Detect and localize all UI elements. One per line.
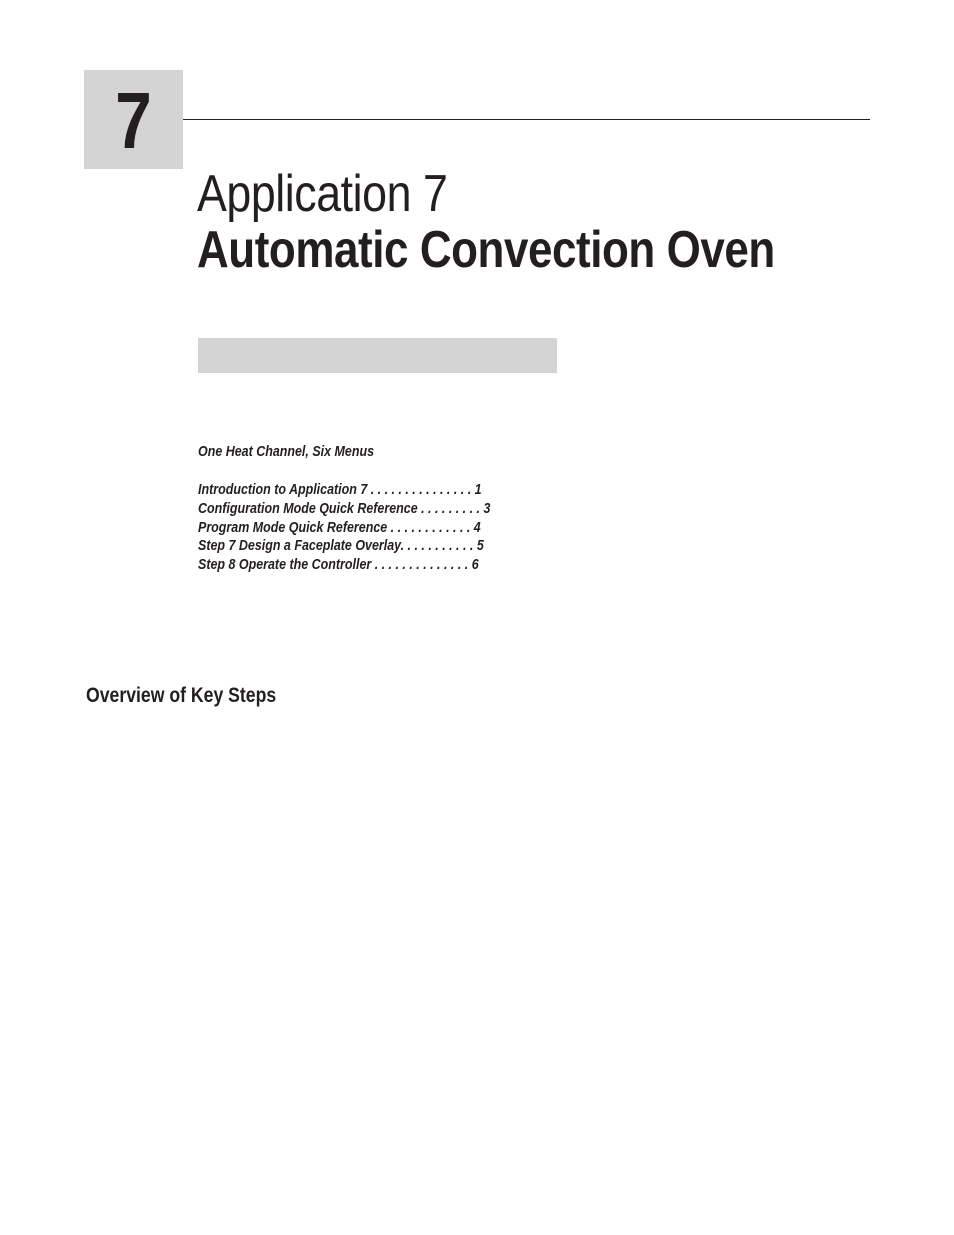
toc-entry-introduction[interactable]: Introduction to Application 7 . . . . . . . . . . . . . . . 1	[198, 482, 482, 498]
toc-entry-operate-controller[interactable]: Step 8 Operate the Controller . . . . . . . . . . . . . . 6	[198, 557, 479, 574]
chapter-title-prefix: Application 7	[197, 165, 448, 223]
toc-entry-configuration-mode[interactable]: Configuration Mode Quick Reference . . . . . . . . . 3	[198, 500, 491, 517]
section-heading: Overview of Key Steps	[86, 684, 277, 707]
toc-heading: One Heat Channel, Six Menus	[198, 444, 375, 460]
decorative-gray-bar	[198, 338, 557, 373]
chapter-title: Automatic Convection Oven	[197, 221, 775, 279]
header-rule	[183, 119, 870, 120]
table-of-contents	[198, 481, 533, 575]
chapter-number-box	[84, 70, 183, 169]
toc-entry-program-mode[interactable]: Program Mode Quick Reference . . . . . . . . . . . . 4	[198, 519, 481, 536]
chapter-number: 7	[115, 76, 152, 165]
toc-entry-faceplate-overlay[interactable]: Step 7 Design a Faceplate Overlay. . . . . . . . . . . 5	[198, 538, 484, 555]
